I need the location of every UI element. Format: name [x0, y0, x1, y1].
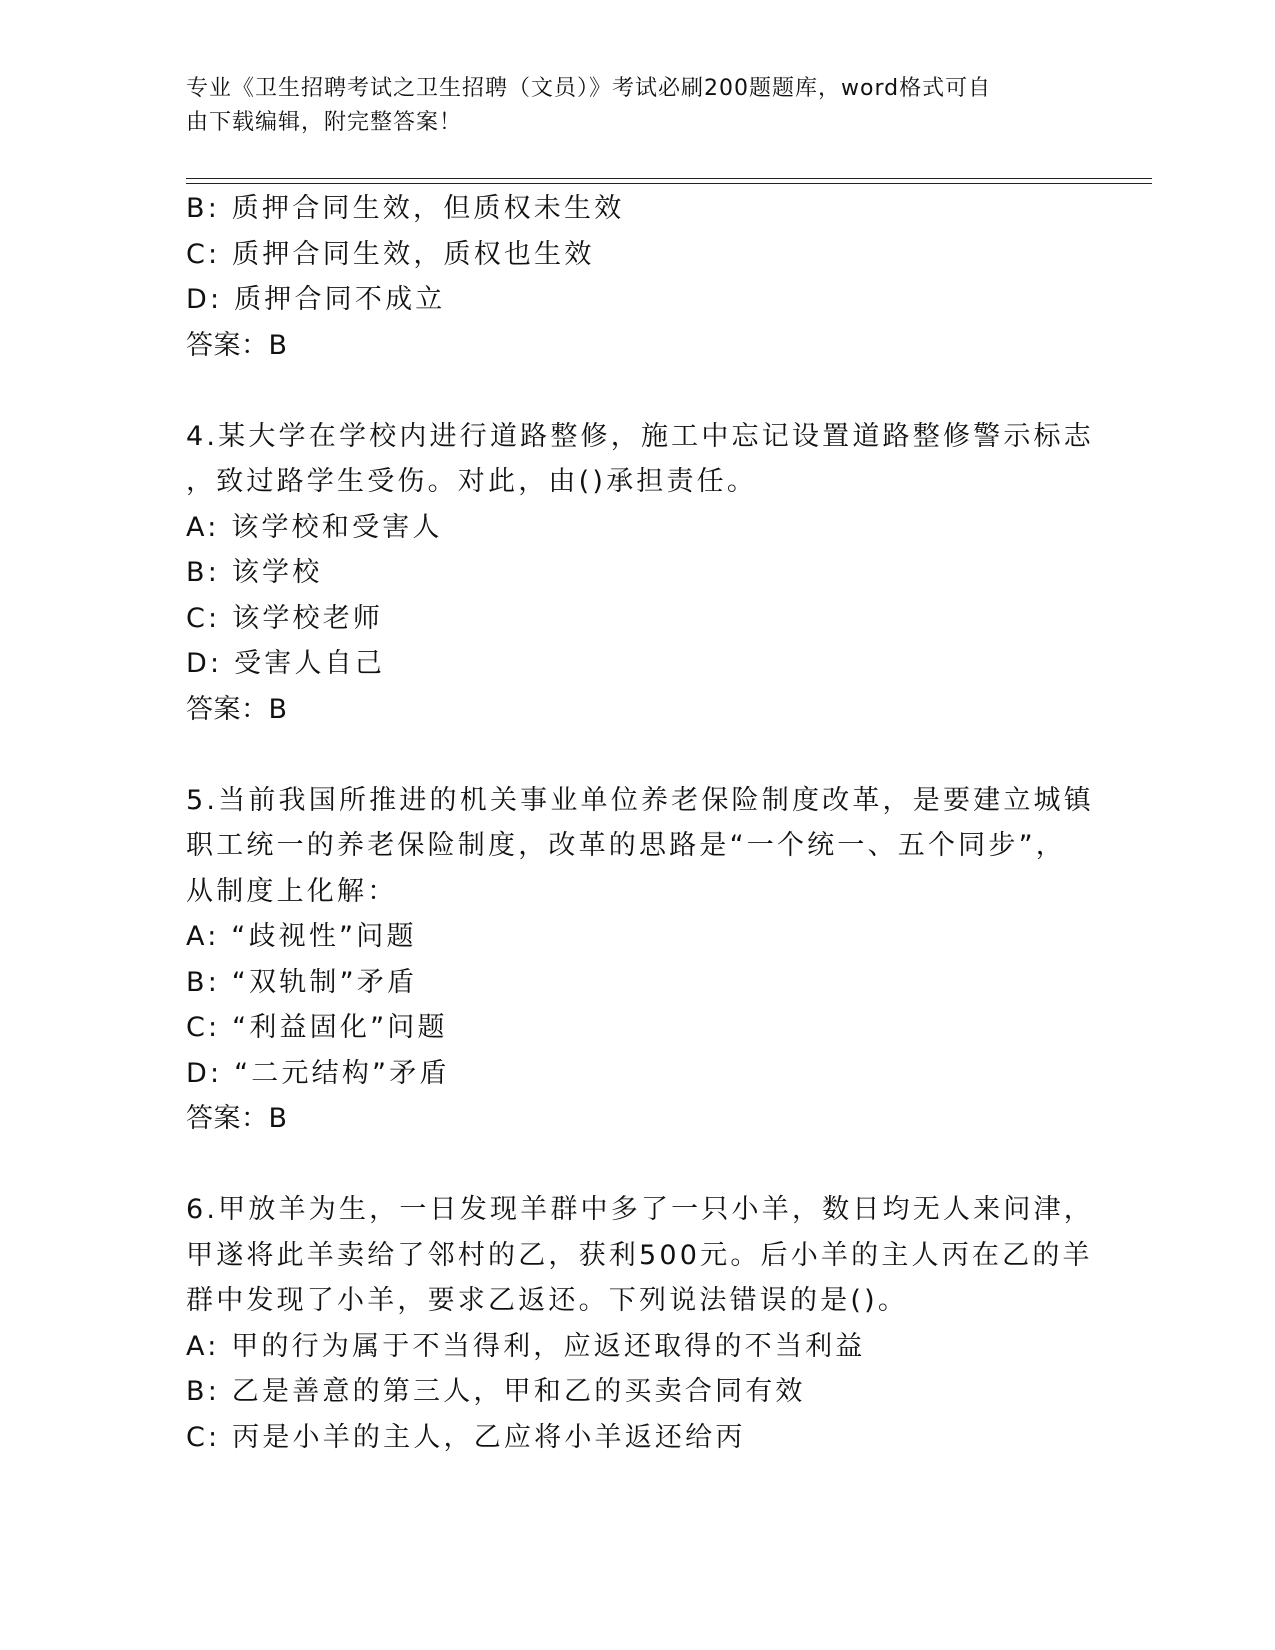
answer: 答案：B [186, 1103, 288, 1134]
option-b: B: 乙是善意的第三人，甲和乙的买卖合同有效 [186, 1376, 806, 1407]
option-c: C: 质押合同生效，质权也生效 [186, 238, 595, 270]
question-stem: 6.甲放羊为生，一日发现羊群中多了一只小羊，数日均无人来问津， [186, 1194, 1094, 1225]
answer: 答案：B [186, 329, 288, 361]
option-c: C: 该学校老师 [186, 602, 384, 634]
question-stem: 4.某大学在学校内进行道路整修，施工中忘记设置道路整修警示标志 [186, 420, 1094, 452]
option-b: B: “双轨制”矛盾 [186, 966, 418, 998]
option-d: D: “二元结构”矛盾 [186, 1057, 450, 1089]
answer: 答案：B [186, 693, 288, 725]
option-d: D: 受害人自己 [186, 648, 386, 679]
question-5 [186, 778, 1094, 1142]
question-stem: 从制度上化解： [186, 875, 398, 907]
question-stem: 职工统一的养老保险制度，改革的思路是“一个统一、五个同步”， [186, 830, 1066, 861]
header-line-1: 专业《卫生招聘考试之卫生招聘（文员）》考试必刷200题题库，word格式可自 [186, 76, 992, 101]
header-line-2: 由下载编辑，附完整答案！ [186, 110, 463, 135]
question-stem: 5.当前我国所推进的机关事业单位养老保险制度改革，是要建立城镇 [186, 784, 1094, 816]
option-a: A: 甲的行为属于不当得利，应返还取得的不当利益 [186, 1330, 866, 1362]
option-c: C: “利益固化”问题 [186, 1012, 448, 1043]
option-b: B: 该学校 [186, 557, 323, 588]
header-rule-bottom [186, 183, 1152, 184]
spacer [186, 732, 1066, 778]
spacer [186, 368, 1066, 414]
option-a: A: 该学校和受害人 [186, 511, 443, 543]
question-3-tail [186, 186, 1066, 368]
header-rule-top [186, 178, 1152, 179]
question-stem: ，致过路学生受伤。对此，由()承担责任。 [186, 466, 758, 497]
option-c: C: 丙是小羊的主人，乙应将小羊返还给丙 [186, 1421, 746, 1453]
page-header [186, 72, 1066, 140]
question-list [186, 186, 1094, 1460]
spacer [186, 1142, 1066, 1188]
question-6 [186, 1187, 1094, 1460]
option-b: B: 质押合同生效，但质权未生效 [186, 193, 625, 224]
option-d: D: 质押合同不成立 [186, 284, 446, 315]
question-stem: 甲遂将此羊卖给了邻村的乙，获利500元。后小羊的主人丙在乙的羊 [186, 1239, 1093, 1271]
question-stem: 群中发现了小羊，要求乙返还。下列说法错误的是()。 [186, 1285, 909, 1316]
option-a: A: “歧视性”问题 [186, 921, 417, 952]
question-4 [186, 414, 1094, 733]
